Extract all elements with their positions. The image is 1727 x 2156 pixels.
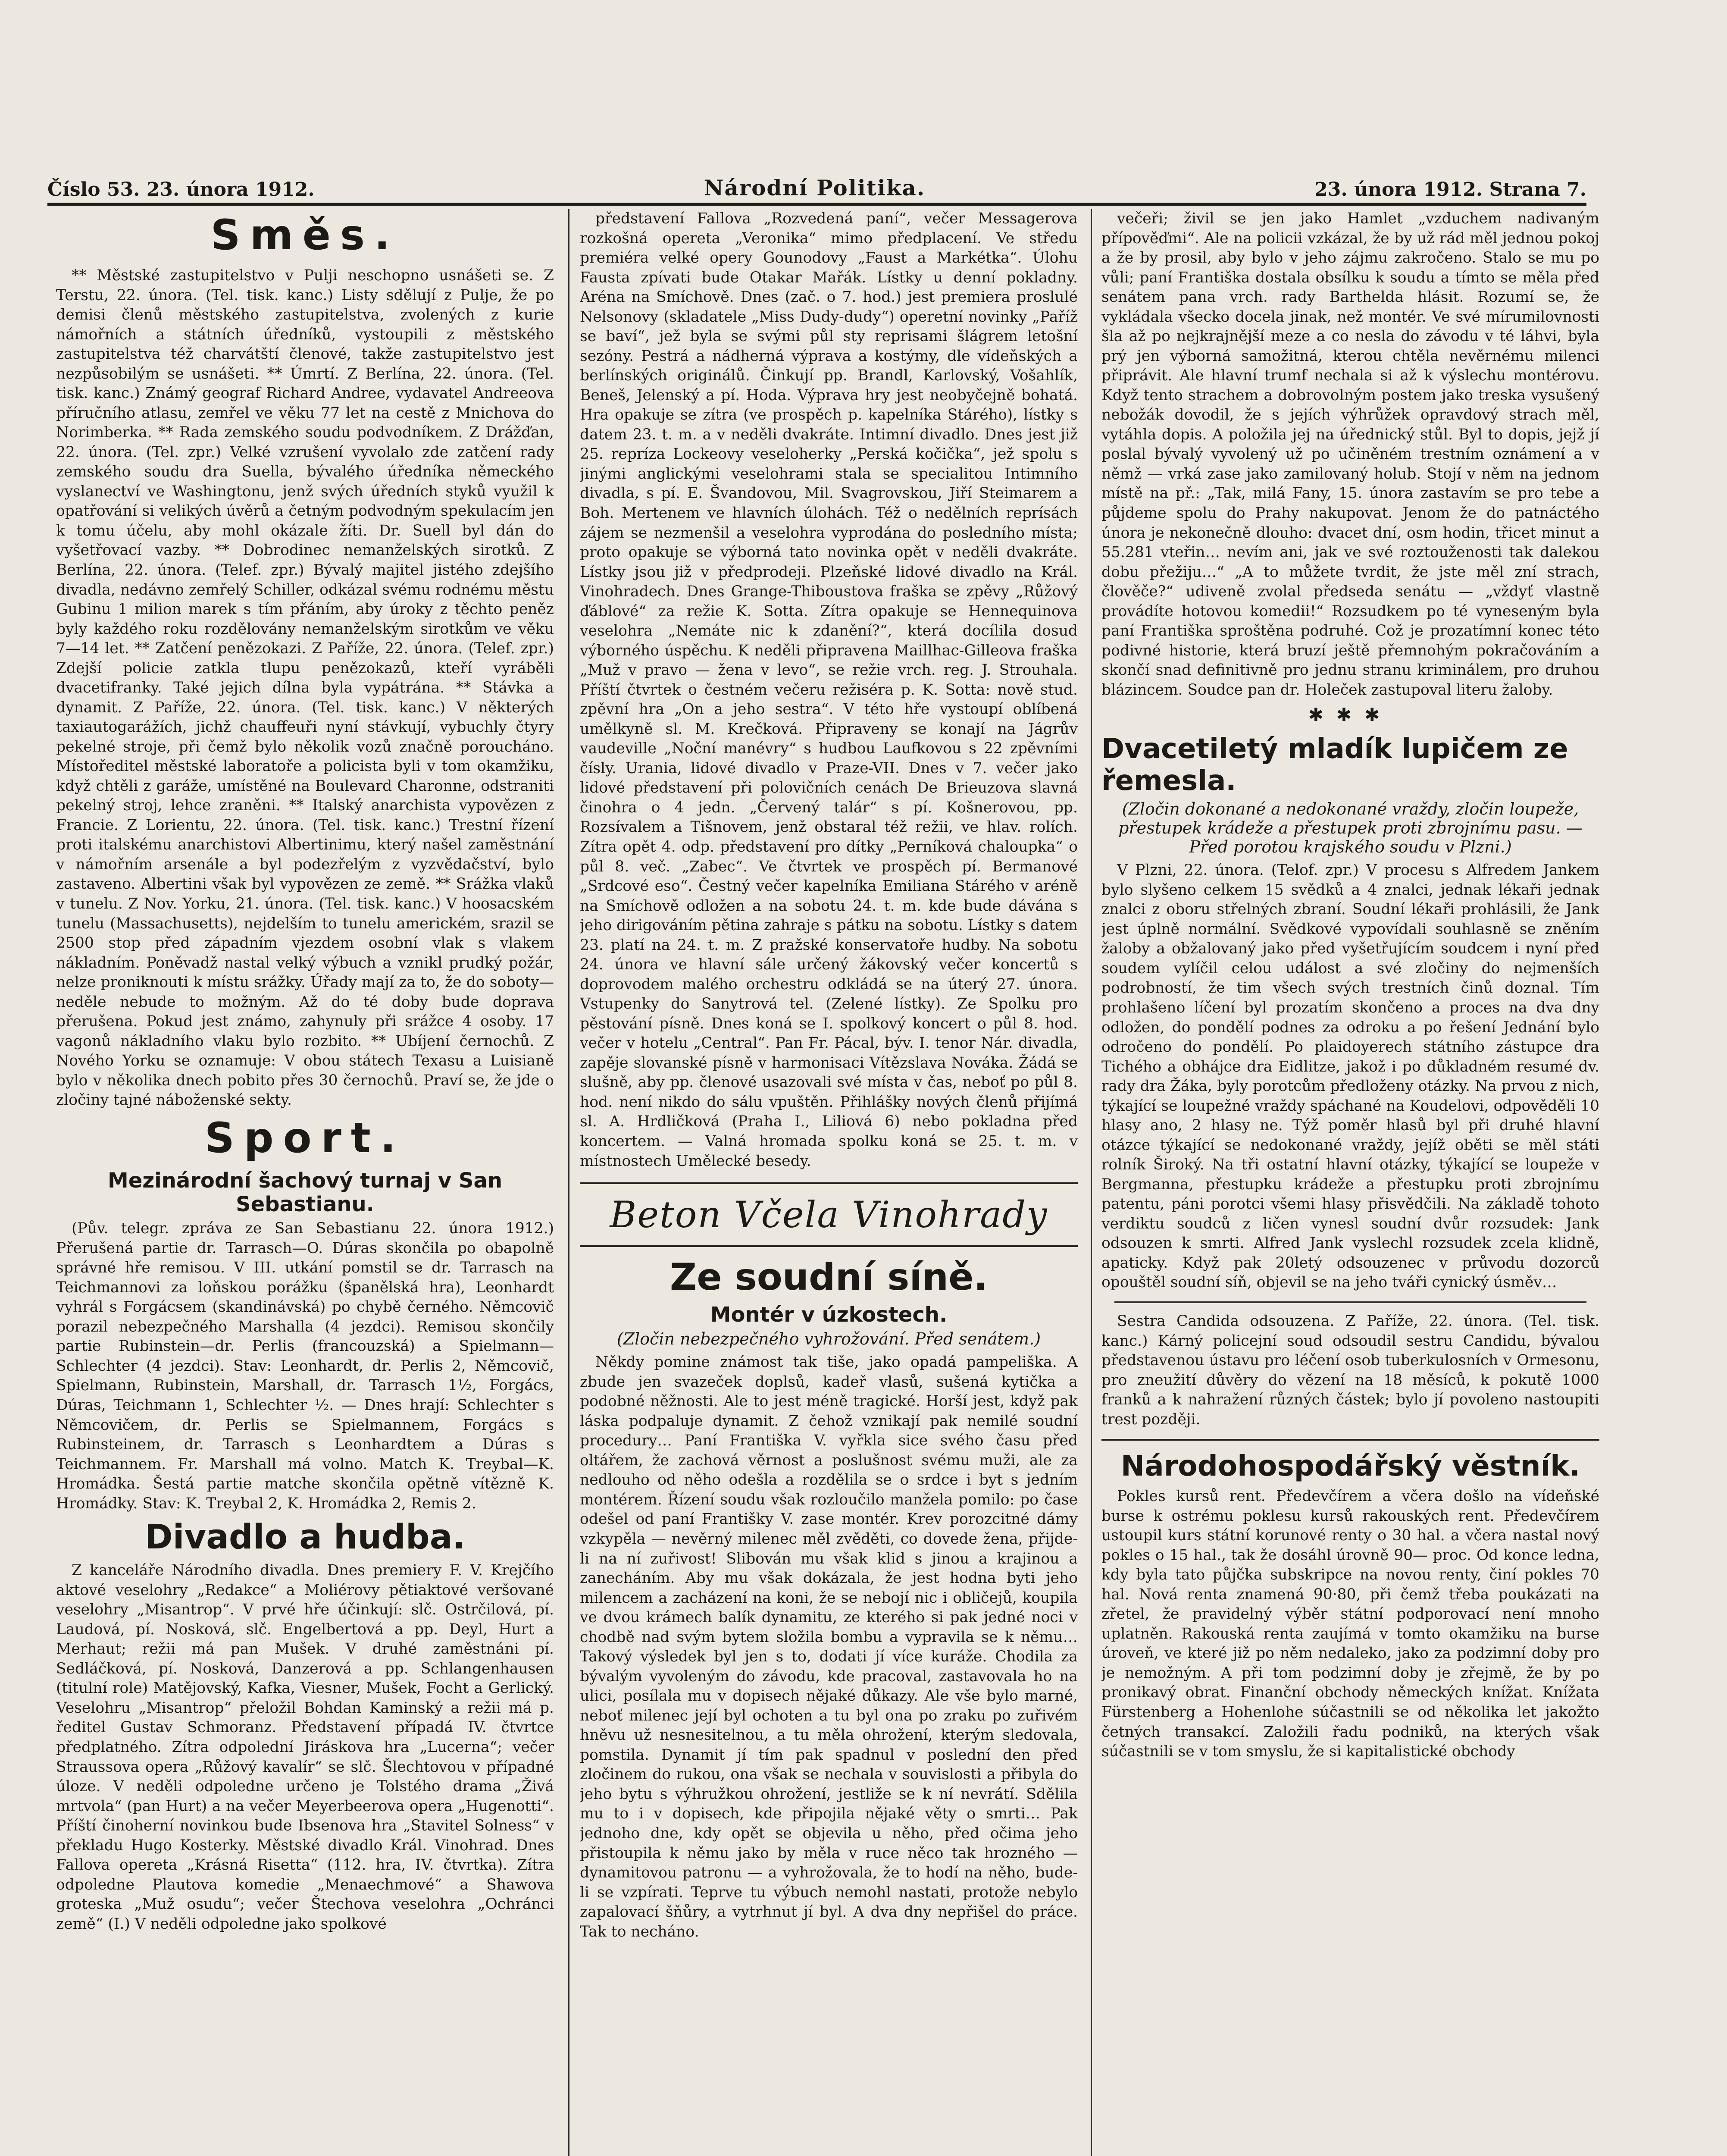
column-3 [1101,209,1599,2156]
column-divider [1091,209,1092,2156]
candida-text: Sestra Candida odsouzena. Z Paříže, 22. února. (Tel. tisk. kanc.) Kárný policejní soud odsoudil sestru Candidu, bývalou představenou ústavu pro léčení osob tuberkulosních v Ormesonu, pro zneužití důvěry do vězení na 18 měsíců, k pokutě 1000 franků a k nahražení různých částek; bylo jí povoleno nastoupiti trest později. [1101,1312,1599,1428]
newspaper-title: Národní Politika. [704,175,926,201]
issue-number: Číslo 53. 23. února 1912. [47,179,315,201]
column-divider [568,209,569,2156]
vrah-subheading: (Zločin dokonané a nedokonané vraždy, zločin loupeže, přestupek krádeže a přestupek proti zbrojnímu pasu. — Před porotou krajského soudu v Plzni.) [1118,799,1583,857]
sport-subheading: Mezinárodní šachový turnaj v San Sebastianu. [107,1168,503,1217]
section-heading-sport: Sport. [204,1113,406,1162]
section-heading-vestnik: Národohospodářský věstník. [1120,1449,1580,1483]
column-1 [56,209,554,2156]
soud-subheading-note: (Zločin nebezpečného vyhrožování. Před senátem.) [616,1329,1041,1349]
advertisement-beton: Beton Včela Vinohrady [580,1182,1078,1247]
vestnik-rule [1101,1439,1599,1445]
column-2 [580,209,1078,2156]
vrah-text: V Plzni, 22. února. (Telof. zpr.) V procesu s Alfredem Jankem bylo slyšeno celkem 15 svědků a 4 znalci, jednak lékaři jednak znalci z oboru střelných zbraní. Soudní lékaři prohlásili, že Jank jest úplně normální. Svědkové vypovídali souhlasně se zněním žaloby a obžalovaný jako před vyšetřujícím soudcem i nyní před soudem vylíčil celou událost a své zločiny do nejmenších podrobností, že tim všech svých trestních činů doznal. Tím prohlašeno líčení byl prozatím skončeno a proces na dva dny odložen, do pondělí podnes za odroku a po řešení Jednání bylo odročeno do pondělí. Po plaidoyerech státního zástupce dra Tichého a obhájce dra Eidlitze, jakož i po důkladném resumé dv. rady dra Žáka, byly porotcům předloženy otázky. Na prvou z nich, týkající se loupežné vraždy spáchané na Koudelovi, odpověděli 10 hlasy ano, 2 hlasy ne. Týž poměr hlasů byl při druhé hlavní otázce týkající se nedokonané vraždy, jejíž oběti se měl státi rolník Široký. Na tři ostatní hlavní otázky, týkající se loupeže v Bergmanna, přestupku krádeže a přestupku proti zbrojnímu patentu, páni porotci všemi hlasy přisvědčili. Na základě tohoto verdiktu soudců z ličen vynesl soudní dvůr rozsudek: Jank odsouzen k smrti. Alfred Jank vyslechl rozsudek zcela klidně, apaticky. Když pak 20letý odsouzenec v průvodu dozorců opouštěl soudní síň, objevil se na jeho tváři cynický úsměv… [1101,862,1599,1291]
section-heading-soud: Ze soudní síně. [670,1256,988,1299]
vestnik-text: Pokles kursů rent. Předevčírem a včera došlo na vídeňské burse k ostrému poklesu kursů rakouských rent. Předevčírem ustoupil kurs státní korunové renty o 30 hal. a včera nastal nový pokles o 15 hal., tak že dosáhl úrovně 90— proc. Od konce ledna, kdy byla tato půjčka subskripce na novou renty, činí pokles 70 hal. Nová renta znamená 90·80, při čemž třeba poukázati na zřetel, že pravidelný výběr státní podporovací není mnoho uplatněn. Rakouská renta zaujímá v tomto okamžiku na burse úroveň, ve které již po něm nedaleko, jako za podzimní doby pro je nemožným. A při tom podzimní doby je zřejmě, že by po pronikavý obrat. Finanční obchody německých knížat. Knížata Fürstenberg a Hohenlohe súčastnili se od několika let jakožto četných transakcí. Založili řadu podniků, na kterých však súčastnili se v tom smyslu, že si kapitalistické obchody [1101,1488,1599,1761]
separator-stars: ✱✱✱ [1308,704,1393,726]
divadlo-text: Z kanceláře Národního divadla. Dnes premiery F. V. Krejčího aktové veselohry „Redakce“ a Moliérovy pětiaktové veršované veselohry „Misantrop“. V prvé hře účinkují: slč. Ostrčilová, pí. Laudová, pí. Nosková, slč. Engelbertová a pp. Deyl, Hurt a Merhaut; režii má pan Mušek. V druhé zaměstnáni pí. Sedláčková, pí. Nosková, Danzerová a pp. Schlangenhausen (titulní role) Matějovský, Kafka, Viesner, Mušek, Focht a Gerlický. Veselohru „Misantrop“ přeložil Bohdan Kaminský a režii má p. ředitel Gustav Schmoranz. Představení případá IV. čtvrtce předplatného. Zítra odpolední Jiráskova hra „Lucerna“; večer Straussova opera „Růžový kavalír“ se slč. Šlechtovou v případné úloze. V neděli odpoledne určeno je Tolstého drama „Živá mrtvola“ (pan Hurt) a na večer Meyerbeerova opera „Hugenotti“. Příští činoherní novinkou bude Ibsenova hra „Stavitel Solness“ v překladu Hugo Kosterky. Městské divadlo Král. Vinohrad. Dnes Fallova opereta „Krásná Risetta“ (112. hra, IV. čtvrtka). Zítra odpoledne Plautova komedie „Menaechmové“ a Shawova groteska „Muž osudu“; večer Štechova veselohra „Ochránci země“ (I.) V neděli odpoledne jako spolkové [56,1562,554,1933]
soud-continued-text: večeři; živil se jen jako Hamlet „vzduchem nadivaným přípověďmi“. Ale na policii vzkázal, že by už rád měl jednou pokoj a že by prosil, aby bylo v jeho zájmu zakročeno. Stalo se mu po vůli; paní Františka dostala obsílku k soudu a tímto se měla před senátem pana vrch. rady Barthelda hlásit. Rozumí se, že vykládala všecko docela jinak, než montér. Ve své mírumilovnosti šla až po nejkrajnější meze a co nesla do závodu v té láhvi, byla prý jen výborná samožitná, kterou chtěla nevěrnému milenci připrávit. Ale hlavní trumf nechala si až k výslechu montérovu. Když tento strachem a dobrovolným postem jako treska vysušený nebožák dovodil, že s jejích výhrůžek opravdový strach měl, vytáhla dopis. A položila jej na úřednický stůl. Byl to dopis, jejž jí poslal bývalý vyvolený už po učiněném trestním oznámení a v němž — vrká zase jako zamilovaný holub. Stojí v něm na jednom místě na př.: „Tak, milá Fany, 15. února zastavím se pro tebe a půjdeme spolu do Prahy nakupovat. Jenom že do patnáctého února je nekonečně dlouho: dvacet dní, osm hodin, třicet minut a 55.281 vteřin… nevím ani, jak ve své roztouženosti tak dalekou dobu přežiju…“ „A to můžete tvrdit, že jste měl zní strach, člověče?“ udiveně zvolal předseda senátu — „vždyť vlastně provádíte hotovou komedii!“ Rozsudkem po té vyneseným byla paní Františka sproštěna podruhé. Což je prozatímní konec této podivné historie, která bruzí ještě přemnohým pokračováním a skončí snad definitivně pro jednu stranu kriminálem, pro druhou blázincem. Soudce pan dr. Holeček zastupoval literu žaloby. [1101,210,1599,699]
section-heading-smes: Směs. [210,211,400,259]
separator-rule [1114,1301,1586,1303]
page-header [47,170,1586,201]
divadlo-continued-text: představení Fallova „Rozvedená paní“, večer Messagerova rozkošná opereta „Veronika“ mimo předplacení. Ve středu premiéra velké opery Gounodovy „Faust a Markétka“. Úlohu Fausta zpívati bude Otakar Mařák. Lístky u denní pokladny. Aréna na Smíchově. Dnes (zač. o 7. hod.) jest premiera proslulé Nelsonovy (skladatele „Miss Dudy-dudy“) operetní novinky „Paříž se baví“, jež byla se svými půl sty reprisami šlágrem letošní sezóny. Pestrá a nádherná výprava a kostýmy, dle vídeňských a berlínských originálů. Činkují pp. Brandl, Karlovský, Vošahlík, Beneš, Jelenský a pí. Hoda. Výprava hry jest neobyčejně bohatá. Hra opakuje se zítra (ve prospěch p. kapelníka Stárého), lístky s datem 23. t. m. a v neděli dvakráte. Intimní divadlo. Dnes jest již 25. repríza Lockeovy veseloherky „Perská kočička“, jež spolu s jinými anglickými veselohrami stala se specialitou Intimního divadla, s pí. E. Švandovou, Mil. Svagrovskou, Jiří Steimarem a Boh. Mertenem ve hlavních úlohách. Též o nedělních reprísách zájem se nezmenšil a veselohra vyprodána do posledního místa; proto opakuje se výborná tato novinka opět v neděli dvakráte. Lístky jsou již v předprodeji. Plzeňské lidové divadlo na Král. Vinohradech. Dnes Grange-Thiboustova fraška se zpěvy „Růžový ďáblové“ za režie K. Sotta. Zítra opakuje se Hennequinova veselohra „Nemáte nic k zdanění?“, která docílila dosud výborného úspěchu. K neděli připravena Maillhac-Gilleova fraška „Muž v pravo — žena v levo“, se režie vrch. reg. J. Strouhala. Příští čtvrtek o čestném večeru režiséra p. K. Sotta: nově stud. zpěvní hra „On a jeho sestra“. V této hře vystoupí oblíbená umělkyně sl. M. Krečková. Připraveny se konají na Jágrův vaudeville „Noční manévry“ s hudbou Laufkovou s 22 zpěvními čísly. Urania, lidové divadlo v Praze-VII. Dnes v 7. večer jako lidové představení při polovičních cenách De Brieuzova slavná činohra o 4 jedn. „Červený talár“ s pí. Košnerovou, pp. Rozsívalem a Tišnovem, jenž obstaral též režii, ve hlav. rolích. Zítra opět 4. odp. představení pro dítky „Perníková chaloupka“ o půl 8. več. „Zabec“. Ve čtvrtek ve prospěch pí. Bermanové „Srdcové eso“. Čestný večer kapelníka Emiliana Stárého v aréně na Smíchově odložen a na sobotu 24. t. m. kde bude dávána s jeho dirigováním pětina zahraje s pátku na sobotu. Lístky s datem 23. platí na 24. t. m. Z pražské konservatoře hudby. Na sobotu 24. února ve hlavní sále určený žákovský večer koncertů s doprovodem malého orchestru odkládá se na úterý 27. února. Vstupenky do Sanytrová tel. (Zelené lístky). Ze Spolku pro pěstování písně. Dnes koná se I. spolkový koncert o půl 8. hod. večer v hotelu „Central“. Pan Fr. Pácal, býv. I. tenor Nár. divadla, zapěje slovanské písně v harmonisaci Vítězslava Nováka. Žádá se slušně, aby pp. členové usazovali své místa v čas, neboť po půl 8. hod. není nikdo do sálu vpuštěn. Přihlášky nových členů přijímá sl. A. Hrdličková (Praha I., Liliová 6) nebo pokladna před koncertem. — Valná hromada spolku koná se 25. t. m. v místnostech Umělecké besedy. [580,210,1078,1170]
section-heading-divadlo: Divadlo a hudba. [144,1518,466,1557]
sport-text: (Pův. telegr. zpráva ze San Sebastianu 22. února 1912.) Přerušená partie dr. Tarrasch—O. Dúras skončila po obapolně správné hře remisou. V III. utkání pomstil se dr. Tarrasch na Teichmannovi za loňskou porážku (španělská hra), Leonhardt vyhrál s Forgácsem (skandinávská) po chybě černého. Němcovič porazil nebezpečného Marshalla (4 jezdci). Remisou skončily partie Rubinstein—dr. Perlis (francouzská) a Spielmann—Schlechter (4 jezdci). Stav: Leonhardt, dr. Perlis 2, Němcovič, Spielmann, Rubinstein, Marshall, dr. Tarrasch 1½, Forgács, Dúras, Teichmann 1, Schlechter ½. — Dnes hrají: Schlechter s Němcovičem, dr. Perlis se Spielmannem, Forgács s Rubinsteinem, dr. Tarrasch s Leonhardtem a Dúras s Teichmannem. Fr. Marshall má volno. Match K. Treybal—K. Hromádka. Šestá partie matche skončila opětně vítězně K. Hromádky. Stav: K. Treybal 2, K. Hromádka 2, Remis 2. [56,1220,554,1512]
header-rule [47,203,1586,206]
page-date: 23. února 1912. Strana 7. [1314,179,1586,201]
section-heading-vrah: Dvacetiletý mladík lupičem ze řemesla. [1101,733,1568,797]
smes-text: ** Městské zastupitelstvo v Pulji neschopno usnášeti se. Z Terstu, 22. února. (Tel. tisk. kanc.) Listy sdělují z Pulje, že po demisi členů městského zastupitelstva, zvolených z kurie námořních a státních úředníků, vystoupili z městského zastupitelstva též charvátští členové, takže zastupitelstvo jest nezpůsobilým se usnášeti. ** Úmrtí. Z Berlína, 22. února. (Tel. tisk. kanc.) Známý geograf Richard Andree, vydavatel Andreeova příručního atlasu, zemřel ve věku 77 let na cestě z Mnichova do Norimberka. ** Rada zemského soudu podvodníkem. Z Drážďan, 22. února. (Tel. zpr.) Velké vzrušení vyvolalo zde zatčení rady zemského soudu dra Suella, bývalého úředníka německého vyslanectví ve Washingtonu, jenž svých úředních styků využil k opatřování si velikých úvěrů a četným podvodným spekulacím jen k tomu účelu, aby mohl okázale žíti. Dr. Suell byl dán do vyšetřovací vazby. ** Dobrodinec nemanželských sirotků. Z Berlína, 22. února. (Telef. zpr.) Bývalý majitel jistého zdejšího divadla, nedávno zemřelý Schiller, odkázal svému rodnému městu Gubinu 1 milion marek s tím přáním, aby úroky z těchto peněz byly každého roku rozdělovány nemanželským sirotkům ve věku 7—14 let. ** Zatčení penězokazi. Z Paříže, 22. února. (Telef. zpr.) Zdejší policie zatkla tlupu penězokazů, kteří vyráběli dvacetifranky. Také jejich dílna byla vypátrána. ** Stávka a dynamit. Z Paříže, 22. února. (Tel. tisk. kanc.) V některých taxiautogarážích, jichž chauffeuři nyní stávkují, vybuchly čtyry pekelné stroje, při čemž bylo několik vozů značně poroucháno. Místoředitel městské laboratoře a policista byli v tom okamžiku, když chtěli z garáže, umístěné na Boulevard Charonne, odstraniti pekelný stroj, lehce zraněni. ** Italský anarchista vypovězen z Francie. Z Lorientu, 22. února. (Tel. tisk. kanc.) Trestní řízení proti italskému anarchistovi Albertinimu, který našel zaměstnání v námořním arsenále a byl podezřelým z vyzvědačství, bylo zastaveno. Albertini však byl vypovězen ze země. ** Srážka vlaků v tunelu. Z Nov. Yorku, 21. února. (Tel. tisk. kanc.) V hoosacském tunelu (Massachusetts), nejdelším to tunelu americkém, srazil se 2500 stop před západním vjezdem osobní vlak s vlakem nákladním. Poněvadž nastal velký výbuch a vznikl prudký požár, nelze proniknouti k místu srážky. Úřady mají za to, že do soboty—neděle nebude to možným. Až do té doby bude doprava přerušena. Pokud jest známo, zahynuly při srážce 4 osoby. 17 vagonů nákladního vlaku bylo rozbito. ** Ubíjení černochů. Z Nového Yorku se oznamuje: V obou státech Texasu a Luisianě bylo v několika dnech pobito přes 30 černochů. Praví se, že jde o zločiny tajné náboženské sekty. [56,267,554,1109]
soud-text: Někdy pomine známost tak tiše, jako opadá pampeliška. A zbude jen svazeček doplsů, kadeř vlasů, sušená kytička a podobné něžnosti. Ale to jest méně tragické. Horší jest, když pak láska podpaluje dynamit. Z čehož vznikají pak nemilé soudní procedury… Paní Františka V. vyřkla sice svého času před oltářem, že zachová věrnost a poslušnost svému muži, ale za nedlouho od něho odešla a rozdělila se o srdce i byt s jedním montérem. Řízení soudu však rozloučilo manžela pomilo: po čase odešel od paní Františky V. zase montér. Krev porozcitné dámy vzkypěla — nevěrný milenec měl zvěděti, co dovede žena, přijde-li na ní zuřivost! Slibován mu však klid s jinou a krajinou a zanecháním. Aby mu však dokázala, že jest hodna byti jeho milencem a zacházení na koni, že se nebojí nic i obličejů, koupila ve dvou krámech balík dynamitu, ze kterého si pak jedné noci v chodbě nad svým bytem složila bombu a vypravila se k němu… Takový výsledek byl jen s to, dodati jí více kuráže. Chodila za bývalým vyvoleným do závodu, kde pracoval, zastavovala ho na ulici, posílala mu v dopisech nějaké důkazy. Ale vše bylo marné, neboť milenec její byl ochoten a tu byl ona po zraku po zuřivém hněvu už nesnesitelnou, a tu měla ohrožení, kterým sledovala, pomstila. Dynamit jí tím pak spadnul v poslední den před zločinem do rukou, ona však se nechala v souvislosti a přibyla do jeho bytu s výhružkou ohrožení, jestliže se k ní nevrátí. Sdělila mu to i v dopisech, kde připojila nějaké věty o smrti… Pak jednoho dne, kdy opět se objevila u něho, před očima jeho přistoupila k němu jako by měla v ruce něco tak hrozného — dynamitovou patronu — a vyhrožovala, že to hodí na něho, bude-li se vzpírati. Teprve tu výbuch nemohl nastati, protože nebylo zapalovací šňůry, a vytrhnut jí byl. A dva dny nepřišel do práce. Tak to necháno. [580,1354,1078,1940]
soud-subheading: Montér v úzkostech. [710,1303,948,1327]
